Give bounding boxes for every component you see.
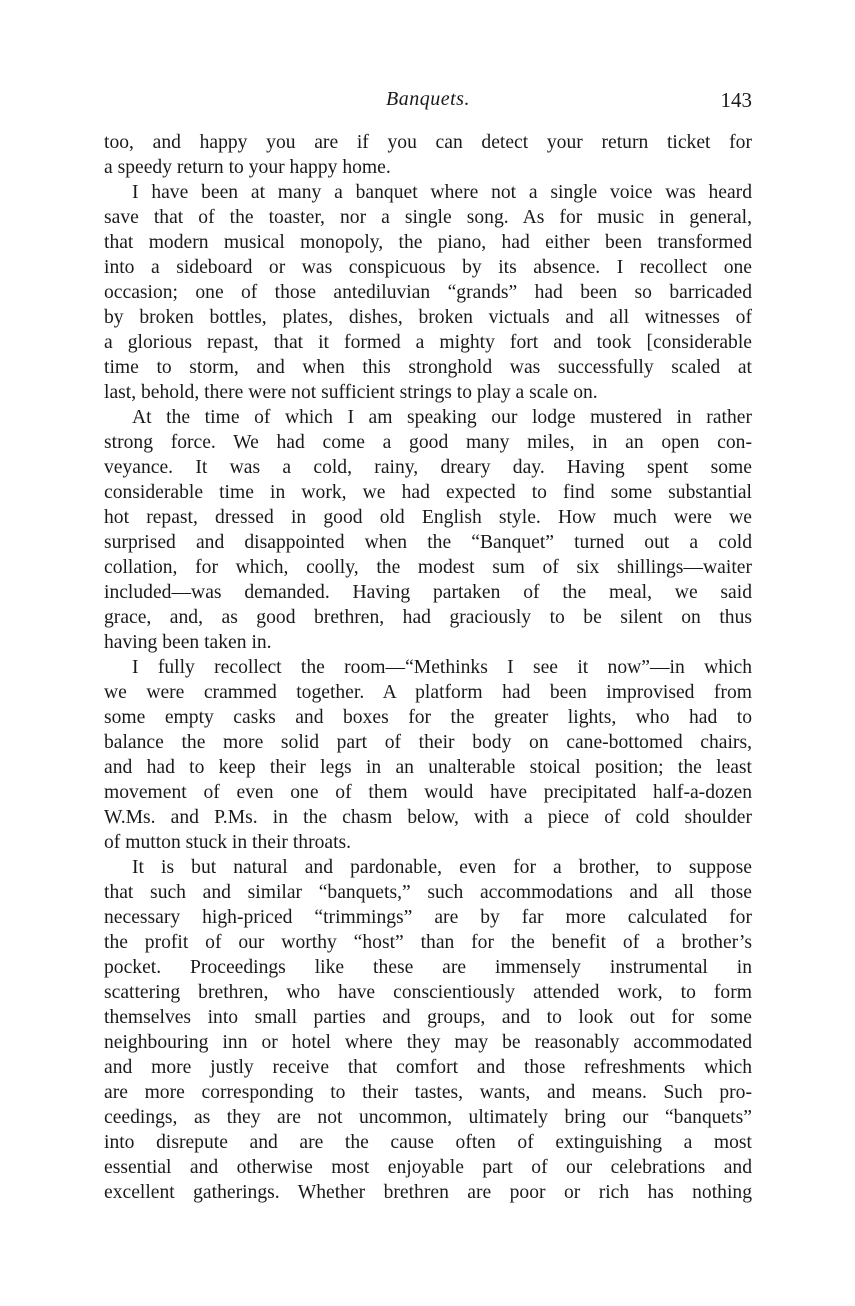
body-text (104, 130, 752, 1205)
text-line: W.Ms. and P.Ms. in the chasm below, with a piece of cold shoulder (104, 807, 752, 828)
text-line: ceedings, as they are not uncommon, ultimately bring our “banquets” (104, 1107, 752, 1128)
text-line: themselves into small parties and groups, and to look out for some (104, 1007, 752, 1028)
text-line: some empty casks and boxes for the greater lights, who had to (104, 707, 752, 728)
text-line: having been taken in. (104, 632, 272, 653)
text-line: neighbouring inn or hotel where they may be reasonably accommodated (104, 1032, 752, 1053)
text-line: considerable time in work, we had expected to find some substantial (104, 482, 752, 503)
text-line: balance the more solid part of their body on cane-bottomed chairs, (104, 732, 752, 753)
text-line: that modern musical monopoly, the piano, had either been transformed (104, 232, 752, 253)
text-line: essential and otherwise most enjoyable part of our celebrations and (104, 1157, 752, 1178)
text-line: into a sideboard or was conspicuous by its absence. I recollect one (104, 257, 752, 278)
text-line: At the time of which I am speaking our lodge mustered in rather (132, 407, 752, 428)
text-line: surprised and disappointed when the “Banquet” turned out a cold (104, 532, 752, 553)
text-line: I have been at many a banquet where not a single voice was heard (132, 182, 752, 203)
running-head (104, 88, 752, 118)
text-line: by broken bottles, plates, dishes, broken victuals and all witnesses of (104, 307, 752, 328)
text-line: scattering brethren, who have conscientiously attended work, to form (104, 982, 752, 1003)
text-line: grace, and, as good brethren, had graciously to be silent on thus (104, 607, 752, 628)
text-line: we were crammed together. A platform had been improvised from (104, 682, 752, 703)
text-line: and had to keep their legs in an unalterable stoical position; the least (104, 757, 752, 778)
text-line: movement of even one of them would have precipitated half-a-dozen (104, 782, 752, 803)
text-line: necessary high-priced “trimmings” are by far more calculated for (104, 907, 752, 928)
page-number: 143 (720, 88, 752, 112)
text-line: into disrepute and are the cause often of extinguishing a most (104, 1132, 752, 1153)
text-line: a speedy return to your happy home. (104, 157, 391, 178)
text-line: save that of the toaster, nor a single song. As for music in general, (104, 207, 752, 228)
text-line: that such and similar “banquets,” such accommodations and all those (104, 882, 752, 903)
text-line: are more corresponding to their tastes, wants, and means. Such pro- (104, 1082, 752, 1103)
text-line: too, and happy you are if you can detect your return ticket for (104, 132, 752, 153)
text-line: a glorious repast, that it formed a mighty fort and took [considerable (104, 332, 752, 353)
text-line: the profit of our worthy “host” than for the benefit of a brother’s (104, 932, 752, 953)
text-line: I fully recollect the room—“Methinks I see it now”—in which (132, 657, 752, 678)
text-line: hot repast, dressed in good old English style. How much were we (104, 507, 752, 528)
text-line: of mutton stuck in their throats. (104, 832, 352, 853)
text-line: included—was demanded. Having partaken of the meal, we said (104, 582, 752, 603)
text-line: excellent gatherings. Whether brethren are poor or rich has nothing (104, 1182, 752, 1203)
book-page (104, 88, 752, 1205)
running-title: Banquets. (386, 88, 470, 110)
text-line: collation, for which, coolly, the modest sum of six shillings—waiter (104, 557, 752, 578)
text-line: veyance. It was a cold, rainy, dreary day. Having spent some (104, 457, 752, 478)
text-line: and more justly receive that comfort and those refreshments which (104, 1057, 752, 1078)
text-line: It is but natural and pardonable, even for a brother, to suppose (132, 857, 752, 878)
text-line: last, behold, there were not sufficient strings to play a scale on. (104, 382, 598, 403)
text-line: occasion; one of those antediluvian “grands” had been so barricaded (104, 282, 752, 303)
text-line: strong force. We had come a good many miles, in an open con- (104, 432, 752, 453)
text-line: time to storm, and when this stronghold was successfully scaled at (104, 357, 752, 378)
text-line: pocket. Proceedings like these are immensely instrumental in (104, 957, 752, 978)
